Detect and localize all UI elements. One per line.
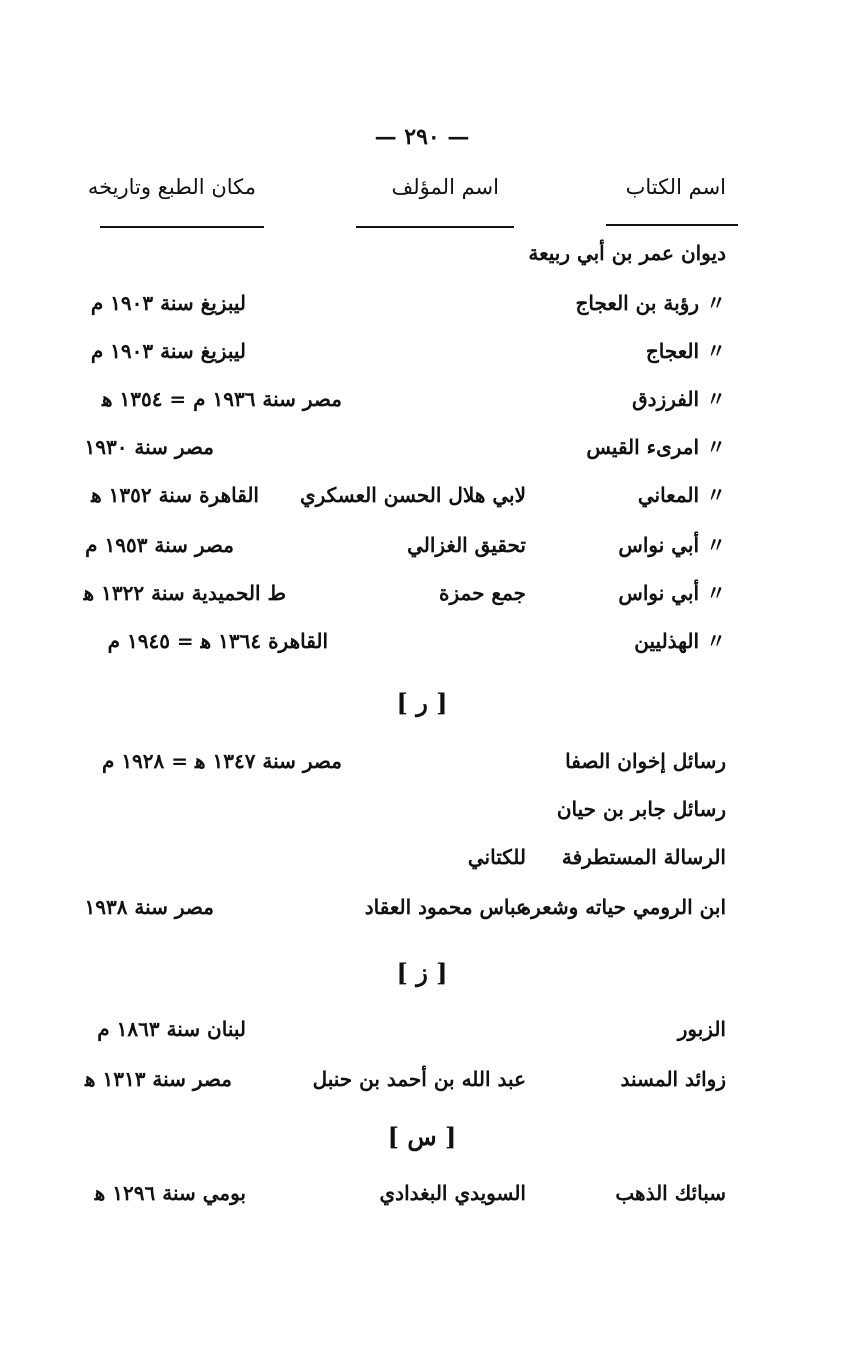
row-place: ليبزيغ سنة ١٩٠٣ م: [90, 291, 246, 315]
row-place: القاهرة ١٣٦٤ ﻫ = ١٩٤٥ م: [107, 629, 328, 653]
section-heading-ra: [ ر ]: [396, 688, 448, 717]
row-title: زوائد المسند: [620, 1067, 726, 1091]
row-place: بومي سنة ١٢٩٦ ﻫ: [94, 1181, 246, 1205]
row-place: مصر سنة ١٩٥٣ م: [85, 533, 234, 557]
row-title: 〃 امرىء القيس: [586, 435, 726, 459]
row-title: 〃 الفرزدق: [632, 387, 726, 411]
row-title: ديوان عمر بن أبي ربيعة: [528, 241, 726, 265]
row-title: ابن الرومي حياته وشعره: [520, 895, 726, 919]
header-book-title: اسم الكتاب: [625, 175, 726, 199]
row-title: 〃 العجاج: [645, 339, 726, 363]
row-title: 〃 أبي نواس: [618, 581, 726, 605]
section-heading-za: [ ز ]: [396, 958, 448, 987]
row-title: 〃 أبي نواس: [618, 533, 726, 557]
row-author: عباس محمود العقاد: [364, 895, 528, 919]
row-title: 〃 المعاني: [637, 483, 726, 507]
row-title: الزبور: [677, 1017, 726, 1041]
row-title: الرسالة المستطرفة: [561, 845, 726, 869]
header-rule-title: [606, 224, 738, 226]
header-rule-author: [356, 226, 514, 228]
row-place: مصر سنة ١٣١٣ ﻫ: [84, 1067, 232, 1091]
section-heading-sin: [ س ]: [387, 1122, 457, 1151]
row-place: مصر سنة ١٣٤٧ ﻫ = ١٩٢٨ م: [101, 749, 342, 773]
row-title: رسائل إخوان الصفا: [565, 749, 726, 773]
row-title: رسائل جابر بن حيان: [556, 797, 726, 821]
row-author: السويدي البغدادي: [379, 1181, 526, 1205]
header-place-date: مكان الطبع وتاريخه: [87, 175, 256, 199]
header-author: اسم المؤلف: [391, 175, 499, 199]
row-author: لابي هلال الحسن العسكري: [299, 483, 526, 507]
row-place: ليبزيغ سنة ١٩٠٣ م: [90, 339, 246, 363]
row-place: القاهرة سنة ١٣٥٢ ﻫ: [91, 483, 259, 507]
row-author: عبد الله بن أحمد بن حنبل: [312, 1067, 526, 1091]
row-author: تحقيق الغزالي: [407, 533, 526, 557]
row-title: 〃 رؤبة بن العجاج: [575, 291, 726, 315]
row-place: مصر سنة ١٩٣٦ م = ١٣٥٤ ﻫ: [101, 387, 342, 411]
row-author: جمع حمزة: [439, 581, 526, 605]
row-place: ط الحميدية سنة ١٣٢٢ ﻫ: [83, 581, 286, 605]
row-place: مصر سنة ١٩٣٨: [84, 895, 214, 919]
header-rule-place: [100, 226, 264, 228]
row-title: سبائك الذهب: [615, 1181, 726, 1205]
row-title: 〃 الهذليين: [634, 629, 726, 653]
row-author: للكتاني: [467, 845, 526, 869]
page-number: — ٢٩٠ —: [374, 124, 470, 150]
row-place: لبنان سنة ١٨٦٣ م: [97, 1017, 246, 1041]
row-place: مصر سنة ١٩٣٠: [84, 435, 214, 459]
